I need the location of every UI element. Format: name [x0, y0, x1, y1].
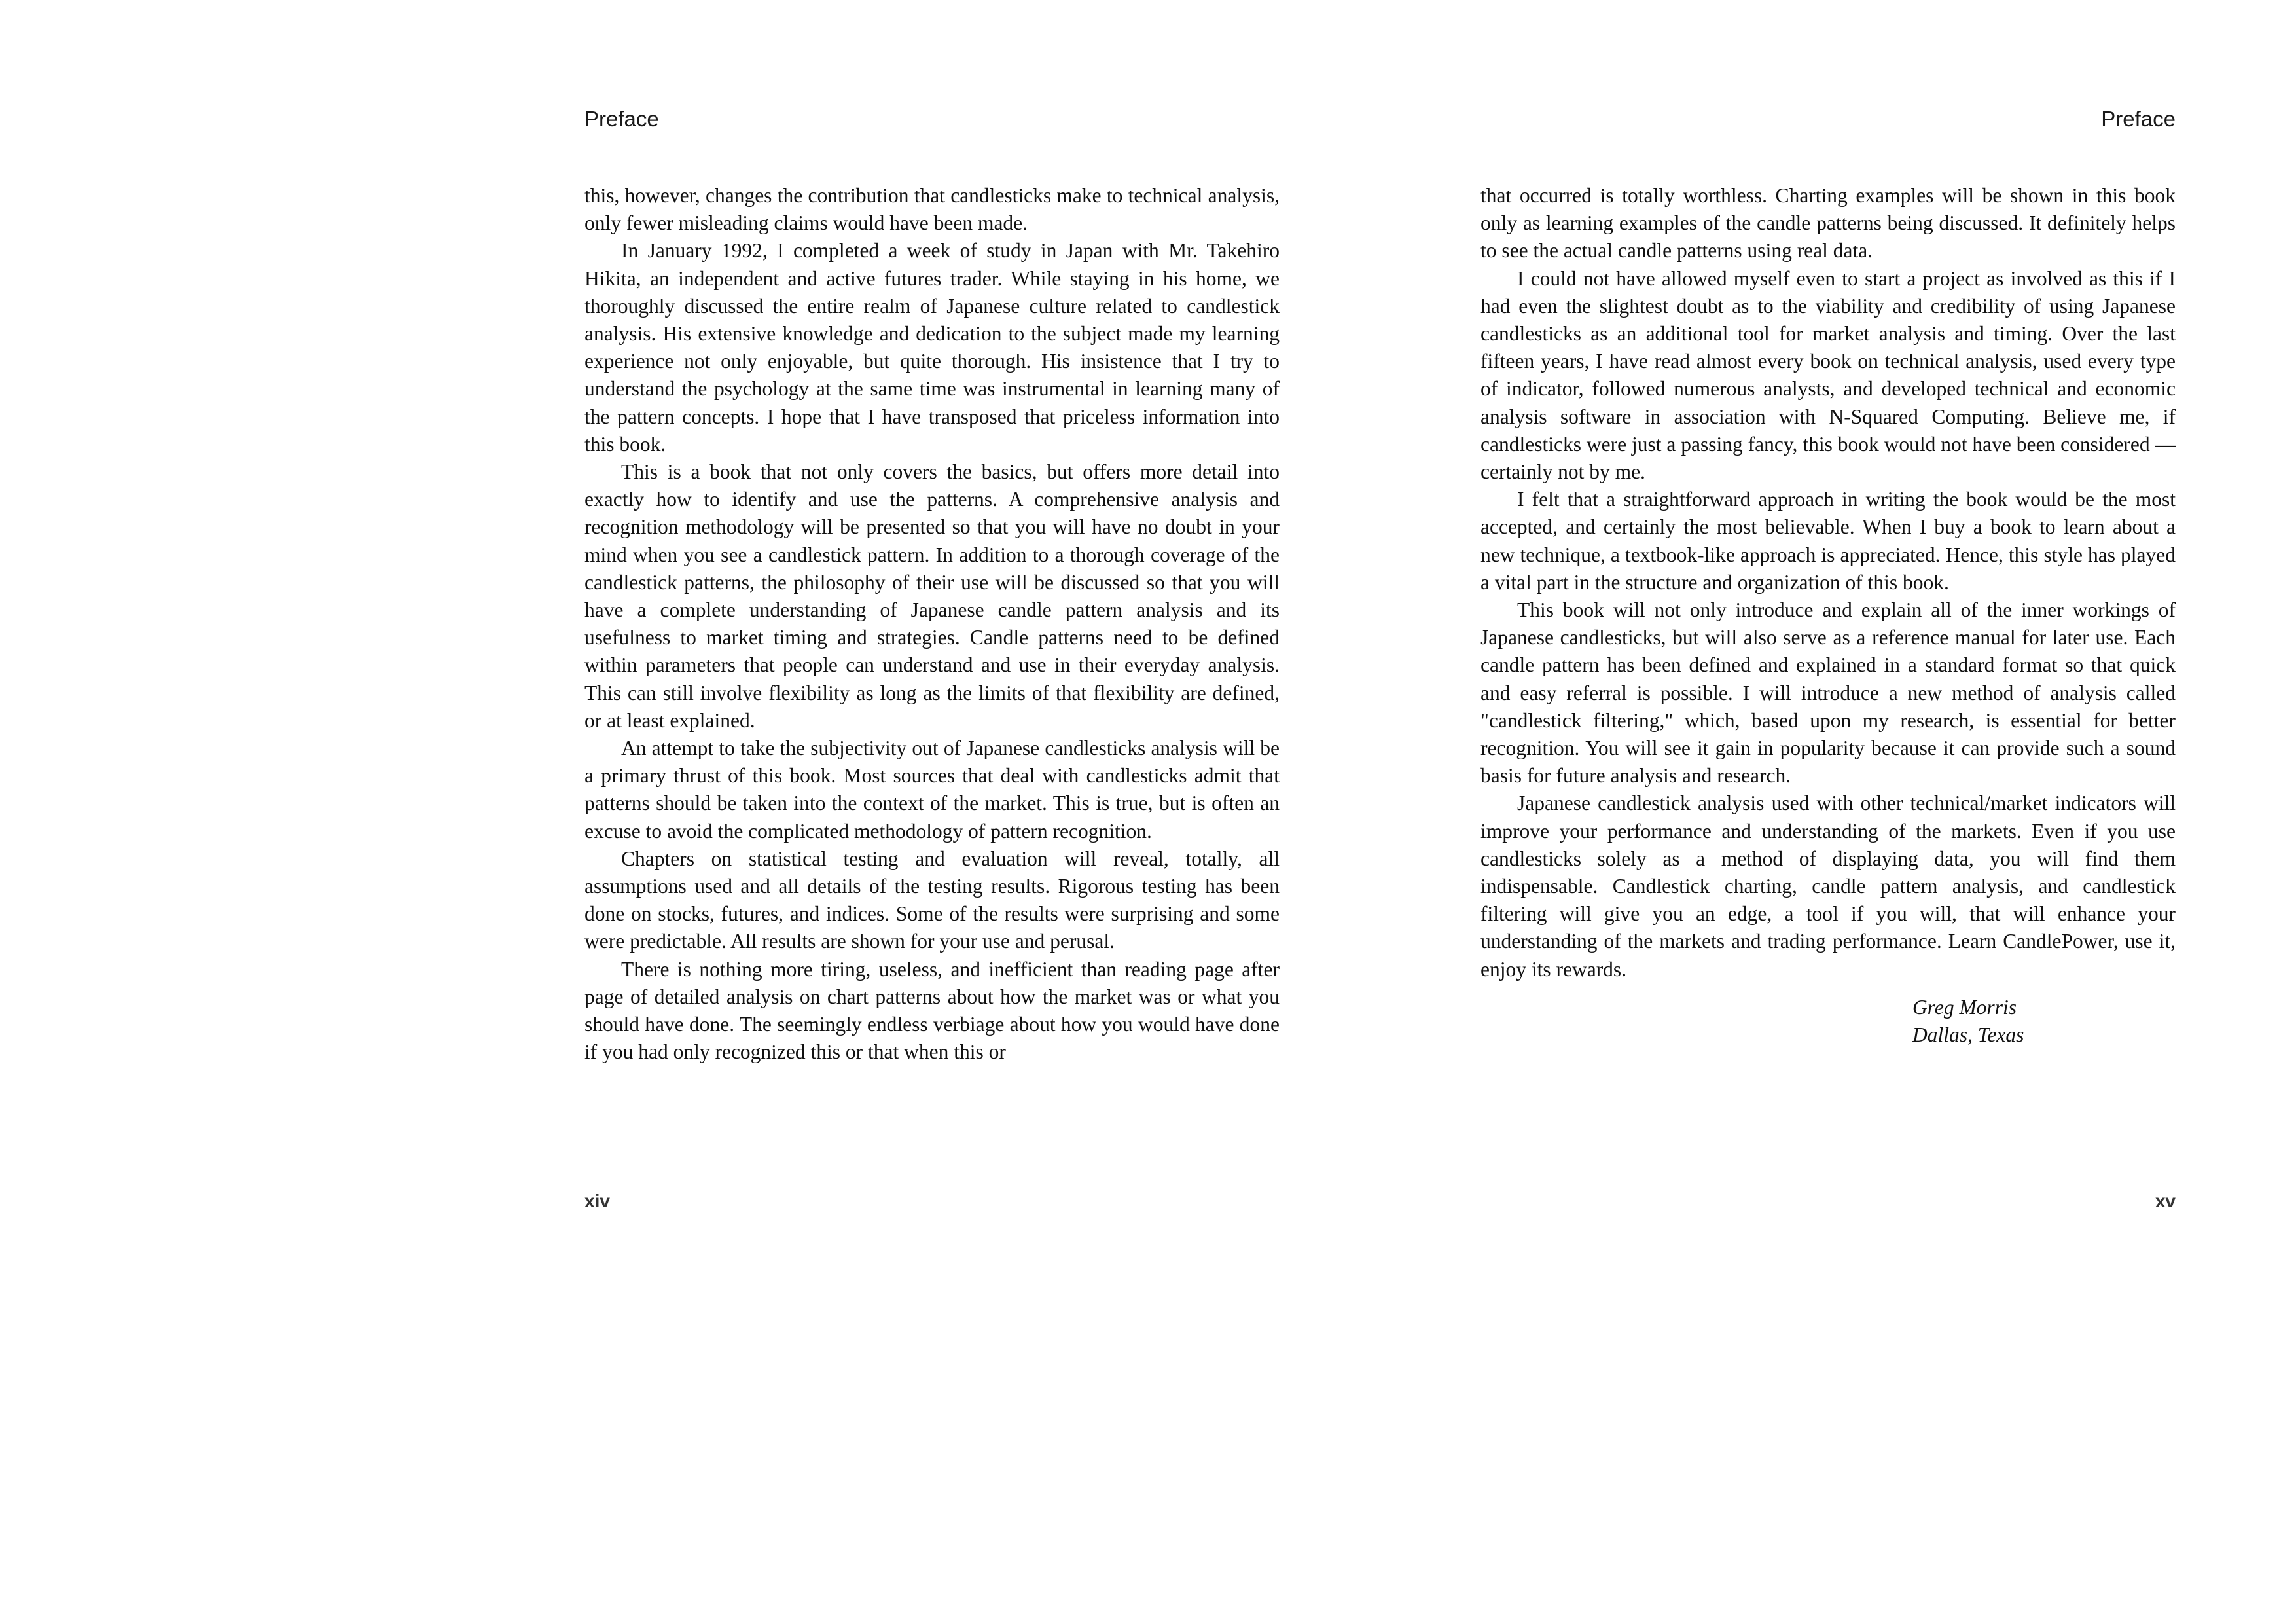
paragraph: This is a book that not only covers the basics, but offers more detail into exactly how to identify and use the patterns. A comprehensive analysis and recognition methodology will be presented so that you will have no doubt in your mind when you see a candlestick pattern. In addition to a thorough coverage of the candlestick patterns, the philosophy of their use will be discussed so that you will have a complete understanding of Japanese candle pattern analysis and its usefulness to market timing and strategies. Candle patterns need to be defined within parameters that people can understand and use in their everyday analysis. This can still involve flexibility as long as the limits of that flexibility are defined, or at least explained.: [584, 460, 1280, 732]
page-number: xiv: [584, 1191, 610, 1211]
running-head: Preface: [584, 107, 659, 131]
page-number: xv: [2155, 1191, 2176, 1211]
paragraph: An attempt to take the subjectivity out of Japanese candlesticks analysis will be a primary thrust of this book. Most sources that deal with candlesticks admit that patterns should be taken into the context of the market. This is true, but is often an excuse to avoid the complicated methodology of pattern recognition.: [584, 737, 1280, 843]
running-head: Preface: [2101, 107, 2176, 131]
paragraph: Japanese candlestick analysis used with other technical/market indicators will improve your performance and understanding of the markets. Even if you use candlesticks solely as a method of displaying data, you will find them indispensable. Candlestick charting, candle pattern analysis, and candlestick filtering will give you an edge, a tool if you will, that will enhance your understanding of the markets and trading performance. Learn CandlePower, use it, enjoy its rewards.: [1480, 792, 2176, 981]
author-signature: [1480, 994, 2176, 1049]
paragraph: that occurred is totally worthless. Charting examples will be shown in this book only as learning examples of the candle patterns being discussed. It definitely helps to see the actual candle patterns using real data.: [1480, 184, 2176, 263]
paragraph: This book will not only introduce and explain all of the inner workings of Japanese candlesticks, but will also serve as a reference manual for later use. Each candle pattern has been defined and explained in a standard format so that quick and easy referral is possible. I will introduce a new method of analysis called "candlestick filtering," which, based upon my research, is essential for better recognition. You will see it gain in popularity because it can provide such a sound basis for future analysis and research.: [1480, 598, 2176, 788]
body-text: [584, 182, 1280, 1067]
left-page: [584, 0, 1280, 1623]
paragraph: I felt that a straightforward approach in writing the book would be the most accepted, and certainly the most believable. When I buy a book to learn about a new technique, a textbook-like approach is appreciated. Hence, this style has played a vital part in the structure and organization of this book.: [1480, 488, 2176, 594]
paragraph: In January 1992, I completed a week of study in Japan with Mr. Takehiro Hikita, an independent and active futures trader. While staying in his home, we thoroughly discussed the entire realm of Japanese culture related to candlestick analysis. His extensive knowledge and dedication to the subject made my learning experience not only enjoyable, but quite thorough. His insistence that I try to understand the psychology at the same time was instrumental in learning many of the pattern concepts. I hope that I have transposed that priceless information into this book.: [584, 239, 1280, 456]
author-location: Dallas, Texas: [1912, 1023, 2024, 1047]
paragraph: this, however, changes the contribution that candlesticks make to technical analysis, only fewer misleading claims would have been made.: [584, 184, 1280, 235]
body-text: [1480, 182, 2176, 1049]
paragraph: Chapters on statistical testing and evaluation will reveal, totally, all assumptions used and all details of the testing results. Rigorous testing has been done on stocks, futures, and indices. Some of the results were surprising and some were predictable. All results are shown for your use and perusal.: [584, 847, 1280, 953]
right-page: [1480, 0, 2176, 1623]
paragraph: I could not have allowed myself even to start a project as involved as this if I had even the slightest doubt as to the viability and credibility of using Japanese candlesticks as an additional tool for market analysis and timing. Over the last fifteen years, I have read almost every book on technical analysis, used every type of indicator, followed numerous analysts, and developed technical and economic analysis software in association with N-Squared Computing. Believe me, if candlesticks were just a passing fancy, this book would not have been considered — certainly not by me.: [1480, 266, 2176, 484]
paragraph: There is nothing more tiring, useless, and inefficient than reading page after page of detailed analysis on chart patterns about how the market was or what you should have done. The seemingly endless verbiage about how you would have done if you had only recognized this or that when this or: [584, 957, 1280, 1064]
author-name: Greg Morris: [1912, 995, 2017, 1019]
